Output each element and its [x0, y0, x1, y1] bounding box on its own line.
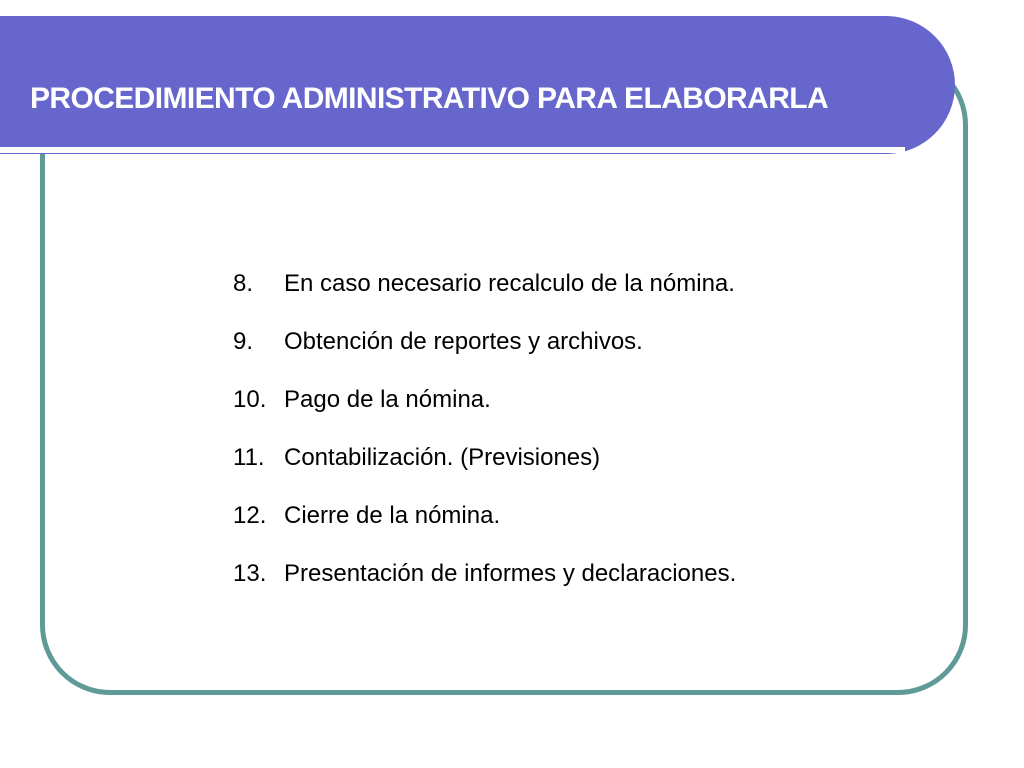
- procedure-steps-list: [233, 270, 736, 618]
- step-number: 12.: [233, 502, 267, 529]
- step-text: En caso necesario recalculo de la nómina.: [284, 270, 735, 297]
- step-text: Presentación de informes y declaraciones.: [284, 560, 737, 587]
- step-number: 9.: [233, 328, 254, 355]
- step-text: Obtención de reportes y archivos.: [284, 328, 643, 355]
- step-text: Pago de la nómina.: [284, 386, 491, 413]
- step-text: Cierre de la nómina.: [284, 502, 501, 529]
- list-item: [233, 444, 736, 502]
- slide-title: PROCEDIMIENTO ADMINISTRATIVO PARA ELABORARLA: [30, 82, 829, 115]
- step-number: 8.: [233, 270, 254, 297]
- title-bar: [0, 16, 955, 154]
- title-underline: [0, 147, 905, 153]
- list-item: [233, 502, 736, 560]
- list-item: [233, 328, 736, 386]
- step-number: 10.: [233, 386, 267, 413]
- step-number: 13.: [233, 560, 267, 587]
- list-item: [233, 560, 736, 618]
- step-number: 11.: [233, 444, 265, 471]
- step-text: Contabilización. (Previsiones): [284, 444, 601, 471]
- list-item: [233, 386, 736, 444]
- list-item: [233, 270, 736, 328]
